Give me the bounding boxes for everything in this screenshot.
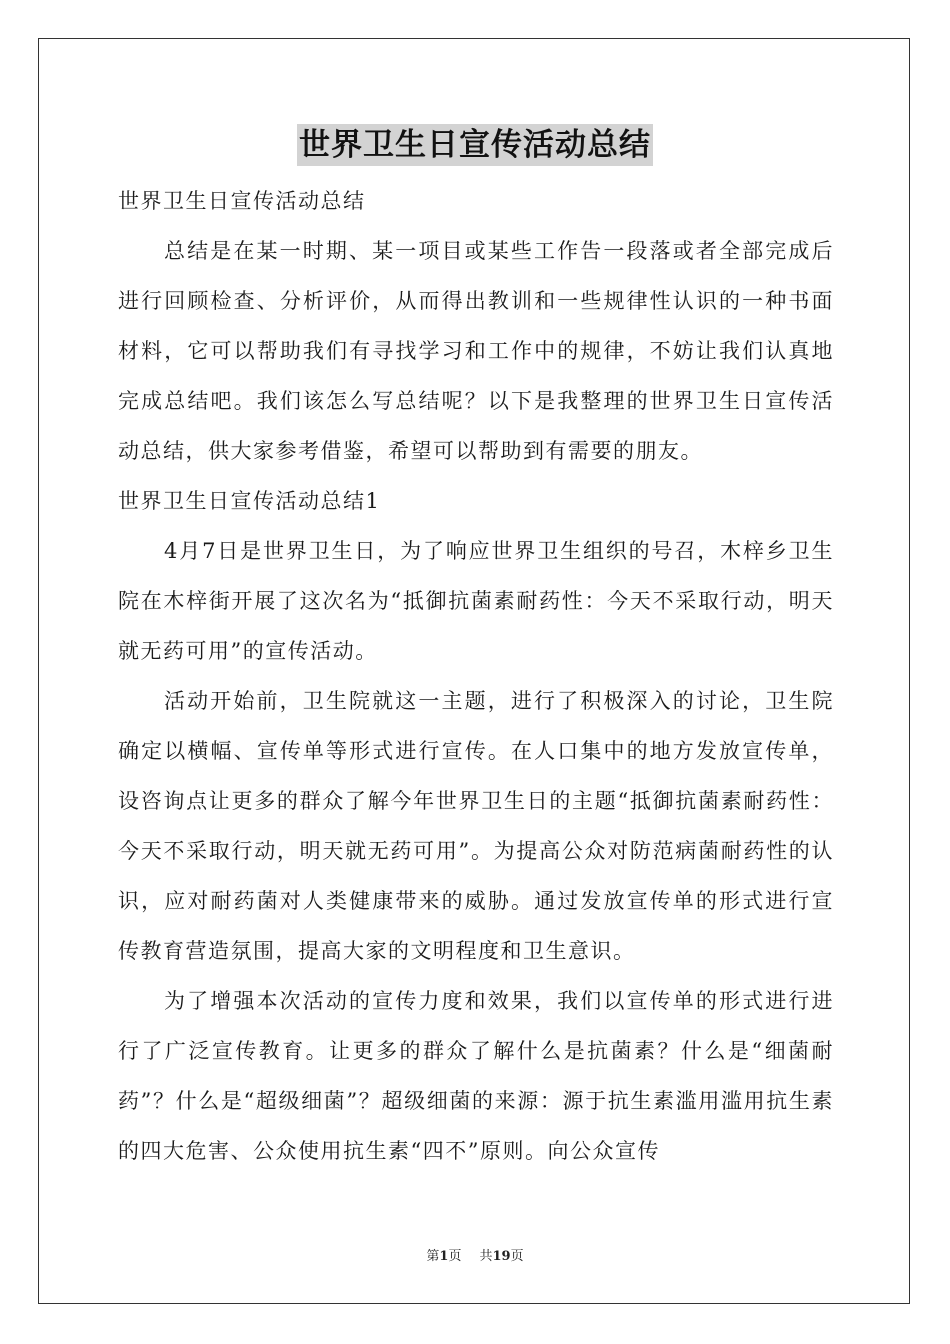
document-title: 世界卫生日宣传活动总结 bbox=[297, 124, 653, 166]
intro-paragraph: 总结是在某一时期、某一项目或某些工作告一段落或者全部完成后进行回顾检查、分析评价，从而得出教训和一些规律性认识的一种书面材料，它可以帮助我们有寻找学习和工作中的规律，不妨让我们认真地完成总结吧。我们该怎么写总结呢？以下是我整理的世界卫生日宣传活动总结，供大家参考借鉴，希望可以帮助到有需要的朋友。 bbox=[118, 239, 834, 463]
page-number: 1 bbox=[439, 1249, 449, 1264]
page-prefix: 第 bbox=[426, 1249, 440, 1264]
subtitle-paragraph: 世界卫生日宣传活动总结 bbox=[118, 189, 366, 213]
body-paragraph-2: 活动开始前，卫生院就这一主题，进行了积极深入的讨论，卫生院确定以横幅、宣传单等形式进行宣传。在人口集中的地方发放宣传单，设咨询点让更多的群众了解今年世界卫生日的主题“抵御抗菌素耐药性：今天不采取行动，明天就无药可用”。为提高公众对防范病菌耐药性的认识，应对耐药菌对人类健康带来的威胁。通过发放宣传单的形式进行宣传教育营造氛围，提高大家的文明程度和卫生意识。 bbox=[118, 689, 834, 963]
section-heading: 世界卫生日宣传活动总结1 bbox=[118, 489, 381, 513]
body-paragraph-1: 4月7日是世界卫生日，为了响应世界卫生组织的号召，木梓乡卫生院在木梓街开展了这次名为“抵御抗菌素耐药性：今天不采取行动，明天就无药可用”的宣传活动。 bbox=[118, 539, 834, 663]
total-suffix: 页 bbox=[510, 1249, 524, 1264]
page-suffix: 页 bbox=[448, 1249, 462, 1264]
page-footer bbox=[0, 1245, 950, 1264]
total-pages: 19 bbox=[492, 1249, 511, 1264]
body-paragraph-3: 为了增强本次活动的宣传力度和效果，我们以宣传单的形式进行进行了广泛宣传教育。让更多的群众了解什么是抗菌素？什么是“细菌耐药”？什么是“超级细菌”？超级细菌的来源：源于抗生素滥用滥用抗生素的四大危害、公众使用抗生素“四不”原则。向公众宣传 bbox=[118, 989, 834, 1163]
document-body bbox=[118, 176, 834, 1176]
title-container bbox=[0, 124, 950, 166]
total-prefix: 共 bbox=[479, 1249, 493, 1264]
